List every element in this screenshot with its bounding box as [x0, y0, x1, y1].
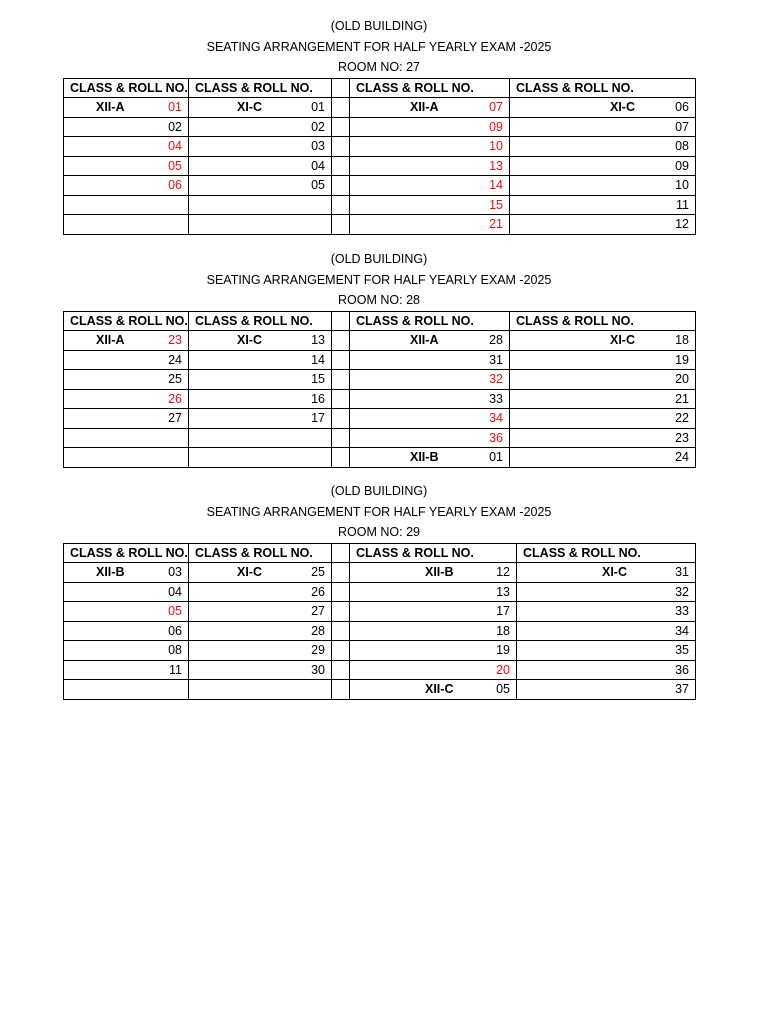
table-row — [64, 660, 696, 680]
seat-cell — [64, 98, 189, 118]
seat-cell — [350, 563, 517, 583]
seat-cell — [189, 448, 332, 468]
seat-cell — [510, 370, 696, 390]
exam-title: SEATING ARRANGEMENT FOR HALF YEARLY EXAM -2025 — [206, 39, 552, 54]
seat-cell — [64, 156, 189, 176]
roll-number: 23 — [168, 333, 182, 348]
seat-cell — [189, 156, 332, 176]
seat-cell — [189, 660, 332, 680]
roll-number: 06 — [168, 623, 182, 638]
seat-cell — [350, 409, 510, 429]
seat-cell — [350, 389, 510, 409]
seat-cell — [189, 680, 332, 700]
roll-number: 11 — [169, 662, 182, 677]
seat-cell — [350, 428, 510, 448]
roll-number: 20 — [675, 372, 689, 387]
seat-cell — [189, 602, 332, 622]
seat-cell — [510, 331, 696, 351]
roll-number: 10 — [489, 139, 503, 154]
seat-cell — [64, 350, 189, 370]
roll-number: 03 — [168, 565, 182, 580]
roll-number: 33 — [675, 604, 689, 619]
room-block — [63, 249, 695, 468]
seat-cell — [350, 448, 510, 468]
seat-cell — [350, 98, 510, 118]
seat-cell — [350, 602, 517, 622]
spacer-cell — [332, 98, 350, 118]
spacer-cell — [332, 78, 350, 98]
roll-number: 24 — [168, 352, 182, 367]
column-header: CLASS & ROLL NO. — [64, 78, 189, 98]
roll-number: 34 — [489, 411, 503, 426]
spacer-cell — [332, 215, 350, 235]
roll-number: 25 — [311, 565, 325, 580]
seat-cell — [517, 602, 696, 622]
seat-cell — [510, 389, 696, 409]
spacer-cell — [332, 602, 350, 622]
roll-number: 32 — [675, 584, 689, 599]
roll-number: 31 — [489, 352, 503, 367]
column-header: CLASS & ROLL NO. — [517, 543, 696, 563]
table-row — [64, 641, 696, 661]
table-row — [64, 409, 696, 429]
spacer-cell — [332, 370, 350, 390]
roll-number: 01 — [489, 450, 503, 465]
roll-number: 34 — [675, 623, 689, 638]
spacer-cell — [332, 448, 350, 468]
seat-cell — [64, 409, 189, 429]
roll-number: 09 — [489, 119, 503, 134]
spacer-cell — [332, 680, 350, 700]
roll-number: 35 — [675, 643, 689, 658]
seat-cell — [350, 195, 510, 215]
table-row — [64, 602, 696, 622]
roll-number: 28 — [489, 333, 503, 348]
seat-cell — [189, 563, 332, 583]
roll-number: 02 — [311, 119, 325, 134]
class-label: XI-C — [237, 100, 262, 114]
roll-number: 15 — [489, 197, 503, 212]
seat-cell — [189, 215, 332, 235]
spacer-cell — [332, 311, 350, 331]
column-header: CLASS & ROLL NO. — [510, 311, 696, 331]
roll-number: 12 — [496, 565, 510, 580]
seat-cell — [189, 195, 332, 215]
seat-cell — [64, 389, 189, 409]
table-row — [64, 448, 696, 468]
roll-number: 05 — [311, 178, 325, 193]
room-number: ROOM NO: 29 — [338, 525, 420, 539]
table-row — [64, 563, 696, 583]
roll-number: 33 — [489, 391, 503, 406]
roll-number: 12 — [675, 217, 689, 232]
seat-cell — [517, 621, 696, 641]
roll-number: 18 — [496, 623, 510, 638]
seat-cell — [517, 680, 696, 700]
seat-cell — [189, 621, 332, 641]
class-label: XII-B — [425, 565, 454, 579]
seating-table — [63, 311, 696, 468]
column-header: CLASS & ROLL NO. — [64, 543, 189, 563]
header-row — [64, 311, 696, 331]
seat-cell — [510, 448, 696, 468]
table-row — [64, 370, 696, 390]
building-label: (OLD BUILDING) — [330, 484, 428, 498]
class-label: XI-C — [610, 333, 635, 347]
column-header: CLASS & ROLL NO. — [189, 311, 332, 331]
spacer-cell — [332, 409, 350, 429]
building-label: (OLD BUILDING) — [330, 19, 428, 33]
seat-cell — [350, 215, 510, 235]
seat-cell — [350, 582, 517, 602]
roll-number: 13 — [496, 584, 510, 599]
spacer-cell — [332, 350, 350, 370]
roll-number: 05 — [168, 158, 182, 173]
table-row — [64, 137, 696, 157]
roll-number: 04 — [168, 139, 182, 154]
roll-number: 02 — [168, 119, 182, 134]
roll-number: 05 — [496, 682, 510, 697]
roll-number: 30 — [311, 662, 325, 677]
seat-cell — [64, 370, 189, 390]
roll-number: 07 — [675, 119, 689, 134]
column-header: CLASS & ROLL NO. — [189, 78, 332, 98]
roll-number: 29 — [311, 643, 325, 658]
class-label: XII-B — [96, 565, 125, 579]
seat-cell — [64, 331, 189, 351]
roll-number: 10 — [675, 178, 689, 193]
spacer-cell — [332, 641, 350, 661]
class-label: XII-A — [96, 333, 125, 347]
seat-cell — [510, 215, 696, 235]
roll-number: 23 — [675, 430, 689, 445]
roll-number: 09 — [675, 158, 689, 173]
roll-number: 17 — [496, 604, 510, 619]
class-label: XII-A — [96, 100, 125, 114]
table-row — [64, 156, 696, 176]
seat-cell — [517, 582, 696, 602]
spacer-cell — [332, 137, 350, 157]
roll-number: 06 — [168, 178, 182, 193]
seat-cell — [64, 428, 189, 448]
seat-cell — [510, 176, 696, 196]
seat-cell — [189, 331, 332, 351]
roll-number: 08 — [168, 643, 182, 658]
seat-cell — [350, 680, 517, 700]
seat-cell — [510, 117, 696, 137]
spacer-cell — [332, 621, 350, 641]
roll-number: 22 — [675, 411, 689, 426]
table-row — [64, 117, 696, 137]
seat-cell — [64, 137, 189, 157]
table-row — [64, 389, 696, 409]
seat-cell — [510, 428, 696, 448]
header-row — [64, 543, 696, 563]
column-header: CLASS & ROLL NO. — [350, 78, 510, 98]
class-label: XI-C — [237, 565, 262, 579]
column-header: CLASS & ROLL NO. — [510, 78, 696, 98]
roll-number: 24 — [675, 450, 689, 465]
seat-cell — [350, 641, 517, 661]
spacer-cell — [332, 428, 350, 448]
seat-cell — [189, 641, 332, 661]
seat-cell — [510, 350, 696, 370]
seat-cell — [64, 195, 189, 215]
seat-cell — [350, 350, 510, 370]
roll-number: 25 — [168, 372, 182, 387]
seat-cell — [64, 680, 189, 700]
roll-number: 14 — [489, 178, 503, 193]
seat-cell — [350, 176, 510, 196]
roll-number: 08 — [675, 139, 689, 154]
spacer-cell — [332, 156, 350, 176]
seat-cell — [189, 389, 332, 409]
seat-cell — [350, 621, 517, 641]
seat-cell — [64, 215, 189, 235]
spacer-cell — [332, 660, 350, 680]
seat-cell — [64, 448, 189, 468]
table-row — [64, 176, 696, 196]
roll-number: 07 — [489, 100, 503, 115]
seat-cell — [189, 582, 332, 602]
roll-number: 06 — [675, 100, 689, 115]
roll-number: 21 — [675, 391, 689, 406]
seating-table — [63, 78, 696, 235]
seat-cell — [350, 370, 510, 390]
seat-cell — [189, 370, 332, 390]
roll-number: 16 — [311, 391, 325, 406]
table-row — [64, 215, 696, 235]
class-label: XI-C — [602, 565, 627, 579]
table-row — [64, 582, 696, 602]
roll-number: 14 — [311, 352, 325, 367]
exam-title: SEATING ARRANGEMENT FOR HALF YEARLY EXAM -2025 — [206, 272, 552, 287]
roll-number: 21 — [489, 217, 503, 232]
class-label: XI-C — [610, 100, 635, 114]
table-row — [64, 98, 696, 118]
roll-number: 19 — [496, 643, 510, 658]
roll-number: 11 — [676, 197, 689, 212]
roll-number: 03 — [311, 139, 325, 154]
table-row — [64, 680, 696, 700]
table-row — [64, 350, 696, 370]
roll-number: 13 — [311, 333, 325, 348]
seat-cell — [350, 156, 510, 176]
roll-number: 37 — [675, 682, 689, 697]
spacer-cell — [332, 176, 350, 196]
seat-cell — [64, 621, 189, 641]
roll-number: 31 — [675, 565, 689, 580]
spacer-cell — [332, 331, 350, 351]
seat-cell — [517, 641, 696, 661]
roll-number: 17 — [311, 411, 325, 426]
seat-cell — [64, 563, 189, 583]
seat-cell — [64, 641, 189, 661]
seat-cell — [189, 350, 332, 370]
seat-cell — [189, 409, 332, 429]
table-row — [64, 195, 696, 215]
room-number: ROOM NO: 27 — [338, 60, 420, 74]
spacer-cell — [332, 563, 350, 583]
building-label: (OLD BUILDING) — [330, 252, 428, 266]
seat-cell — [517, 660, 696, 680]
seat-cell — [64, 117, 189, 137]
class-label: XII-A — [410, 100, 439, 114]
roll-number: 19 — [675, 352, 689, 367]
spacer-cell — [332, 117, 350, 137]
roll-number: 26 — [168, 391, 182, 406]
seat-cell — [189, 137, 332, 157]
seat-cell — [189, 428, 332, 448]
roll-number: 04 — [168, 584, 182, 599]
seat-cell — [189, 176, 332, 196]
class-label: XII-C — [425, 682, 454, 696]
room-number: ROOM NO: 28 — [338, 293, 420, 307]
roll-number: 36 — [675, 662, 689, 677]
roll-number: 27 — [168, 411, 182, 426]
spacer-cell — [332, 389, 350, 409]
exam-title: SEATING ARRANGEMENT FOR HALF YEARLY EXAM -2025 — [206, 504, 552, 519]
column-header: CLASS & ROLL NO. — [350, 543, 517, 563]
roll-number: 27 — [311, 604, 325, 619]
table-row — [64, 331, 696, 351]
room-block — [63, 481, 695, 700]
seat-cell — [517, 563, 696, 583]
seat-cell — [64, 582, 189, 602]
seat-cell — [510, 98, 696, 118]
roll-number: 32 — [489, 372, 503, 387]
roll-number: 15 — [311, 372, 325, 387]
column-header: CLASS & ROLL NO. — [64, 311, 189, 331]
seat-cell — [64, 660, 189, 680]
roll-number: 18 — [675, 333, 689, 348]
column-header: CLASS & ROLL NO. — [189, 543, 332, 563]
class-label: XI-C — [237, 333, 262, 347]
seat-cell — [350, 137, 510, 157]
seat-cell — [510, 156, 696, 176]
room-block — [63, 16, 695, 235]
seat-cell — [510, 409, 696, 429]
table-row — [64, 428, 696, 448]
seating-table — [63, 543, 696, 700]
roll-number: 01 — [311, 100, 325, 115]
seat-cell — [64, 602, 189, 622]
seat-cell — [350, 660, 517, 680]
roll-number: 28 — [311, 623, 325, 638]
spacer-cell — [332, 195, 350, 215]
class-label: XII-A — [410, 333, 439, 347]
spacer-cell — [332, 582, 350, 602]
class-label: XII-B — [410, 450, 439, 464]
spacer-cell — [332, 543, 350, 563]
seat-cell — [350, 117, 510, 137]
seat-cell — [189, 98, 332, 118]
roll-number: 26 — [311, 584, 325, 599]
seat-cell — [350, 331, 510, 351]
roll-number: 13 — [489, 158, 503, 173]
column-header: CLASS & ROLL NO. — [350, 311, 510, 331]
header-row — [64, 78, 696, 98]
seat-cell — [64, 176, 189, 196]
seat-cell — [189, 117, 332, 137]
roll-number: 20 — [496, 662, 510, 677]
seat-cell — [510, 137, 696, 157]
seat-cell — [510, 195, 696, 215]
roll-number: 04 — [311, 158, 325, 173]
roll-number: 01 — [168, 100, 182, 115]
roll-number: 05 — [168, 604, 182, 619]
roll-number: 36 — [489, 430, 503, 445]
table-row — [64, 621, 696, 641]
